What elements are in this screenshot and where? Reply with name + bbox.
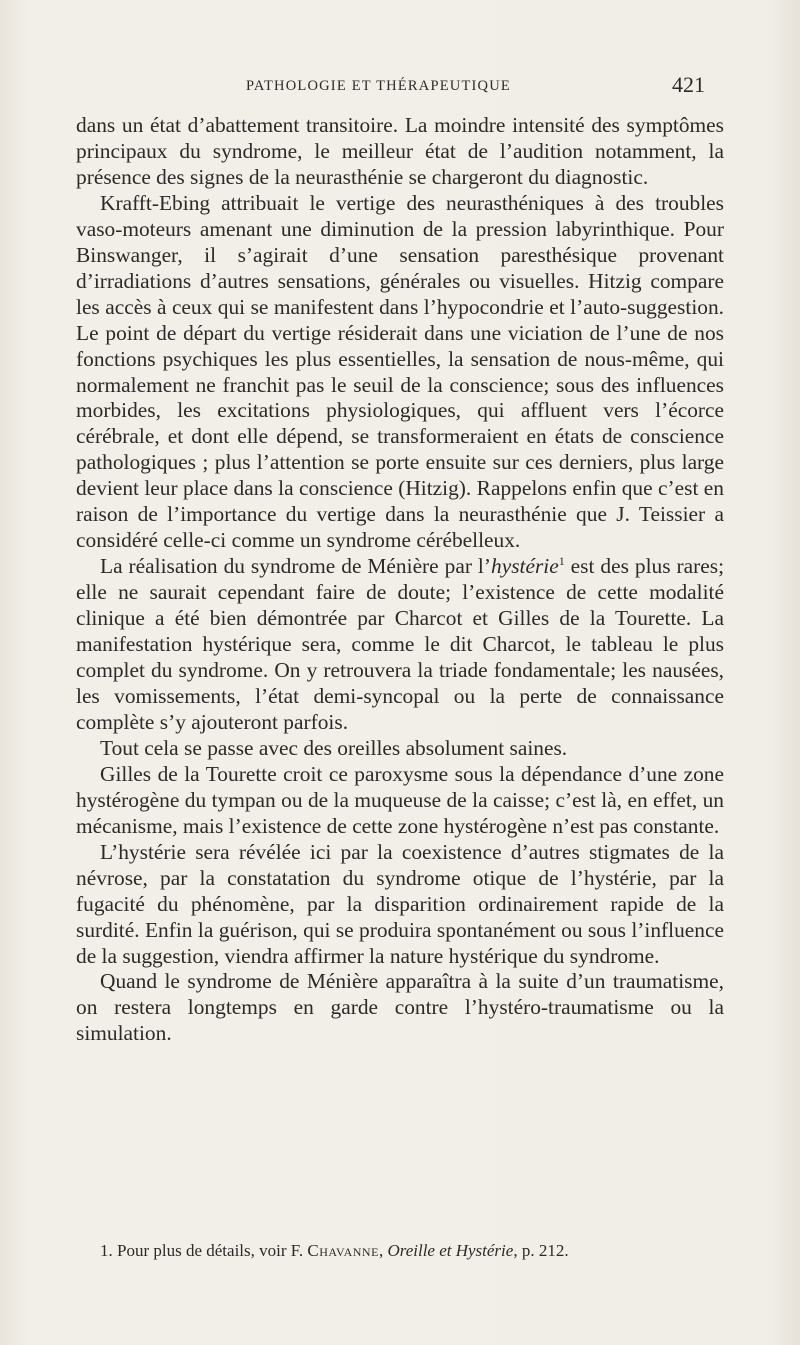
running-title: PATHOLOGIE ET THÉRAPEUTIQUE [246, 78, 511, 94]
paragraph-7: Quand le syndrome de Ménière apparaîtra à la suite d’un traumatisme, on restera longtemps en garde contre l’hystéro-traumatisme ou la simulation. [76, 969, 724, 1046]
paragraph-3 [76, 554, 724, 736]
paragraph-4: Tout cela se passe avec des oreilles absolument saines. [100, 735, 568, 760]
footnote-marker: 1 [558, 554, 565, 569]
footnote-author: Chavanne [307, 1241, 379, 1260]
paragraph-3-end: est des plus rares; elle ne saurait cependant faire de doute; l’existence de cette modalité clinique a été bien démontrée par Charcot et Gilles de la Tourette. La manifestation hystérique sera, comme le dit Charcot, le tableau le plus complet du syndrome. On y retrouvera la triade fondamentale; les nausées, les vomissements, l’état demi-syncopal ou la perte de connaissance complète s’y ajouteront parfois. [76, 554, 725, 734]
footnote-number: 1. [100, 1241, 113, 1260]
paragraph-3-start: La réalisation du syndrome de Ménière par l’ [100, 554, 491, 579]
footnote-separator: , [378, 1241, 388, 1260]
footnote-title: Oreille et Hystérie [387, 1241, 514, 1260]
hysteria-term: hystérie [491, 554, 559, 579]
paragraph-1: dans un état d’abattement transitoire. La moindre intensité des symptômes principaux du syndrome, le meilleur état de l’audition notamment, la présence des signes de la neurasthénie se chargeront du diagnostic. [76, 113, 724, 189]
paragraph-2: Krafft-Ebing attribuait le vertige des neurasthéniques à des troubles vaso-moteurs amenant une diminution de la pression labyrinthique. Pour Binswanger, il s’agirait d’une sensation paresthésique provenant d’irradiations d’autres sensations, générales ou visuelles. Hitzig compare les accès à ceux qui se manifestent dans l’hypocondrie et l’auto-suggestion. Le point de départ du vertige résiderait dans une viciation de l’une de nos fonctions psychiques les plus essentielles, la sensation de nous-même, qui normalement ne franchit pas le seuil de la conscience; sous des influences morbides, les excitations physiologiques, qui affluent vers l’écorce cérébrale, et dont elle dépend, se transformeraient en états de conscience pathologiques ; plus l’attention se porte ensuite sur ces derniers, plus large devient leur place dans la conscience (Hitzig). Rappelons enfin que c’est en raison de l’importance du vertige dans la neurasthénie que J. Teissier a considéré celle-ci comme un syndrome cérébelleux. [76, 190, 724, 553]
paragraph-5: Gilles de la Tourette croit ce paroxysme sous la dépendance d’une zone hystérogène du tympan ou de la muqueuse de la caisse; c’est là, en effet, un mécanisme, mais l’existence de cette zone hystérogène n’est pas constante. [76, 761, 724, 838]
page-header [0, 72, 800, 102]
page-number: 421 [672, 72, 705, 97]
footnote-text: Pour plus de détails, voir F. [117, 1241, 308, 1260]
paragraph-6: L’hystérie sera révélée ici par la coexistence d’autres stigmates de la névrose, par la constatation du syndrome otique de l’hystérie, par la fugacité du phénomène, par la disparition ordinairement rapide de la surdité. Enfin la guérison, qui se produira spontanément ou sous l’influence de la suggestion, viendra affirmer la nature hystérique du syndrome. [76, 839, 724, 968]
footnote [100, 1240, 740, 1262]
footnote-page: , p. 212. [513, 1241, 569, 1260]
body-text [76, 113, 724, 1047]
